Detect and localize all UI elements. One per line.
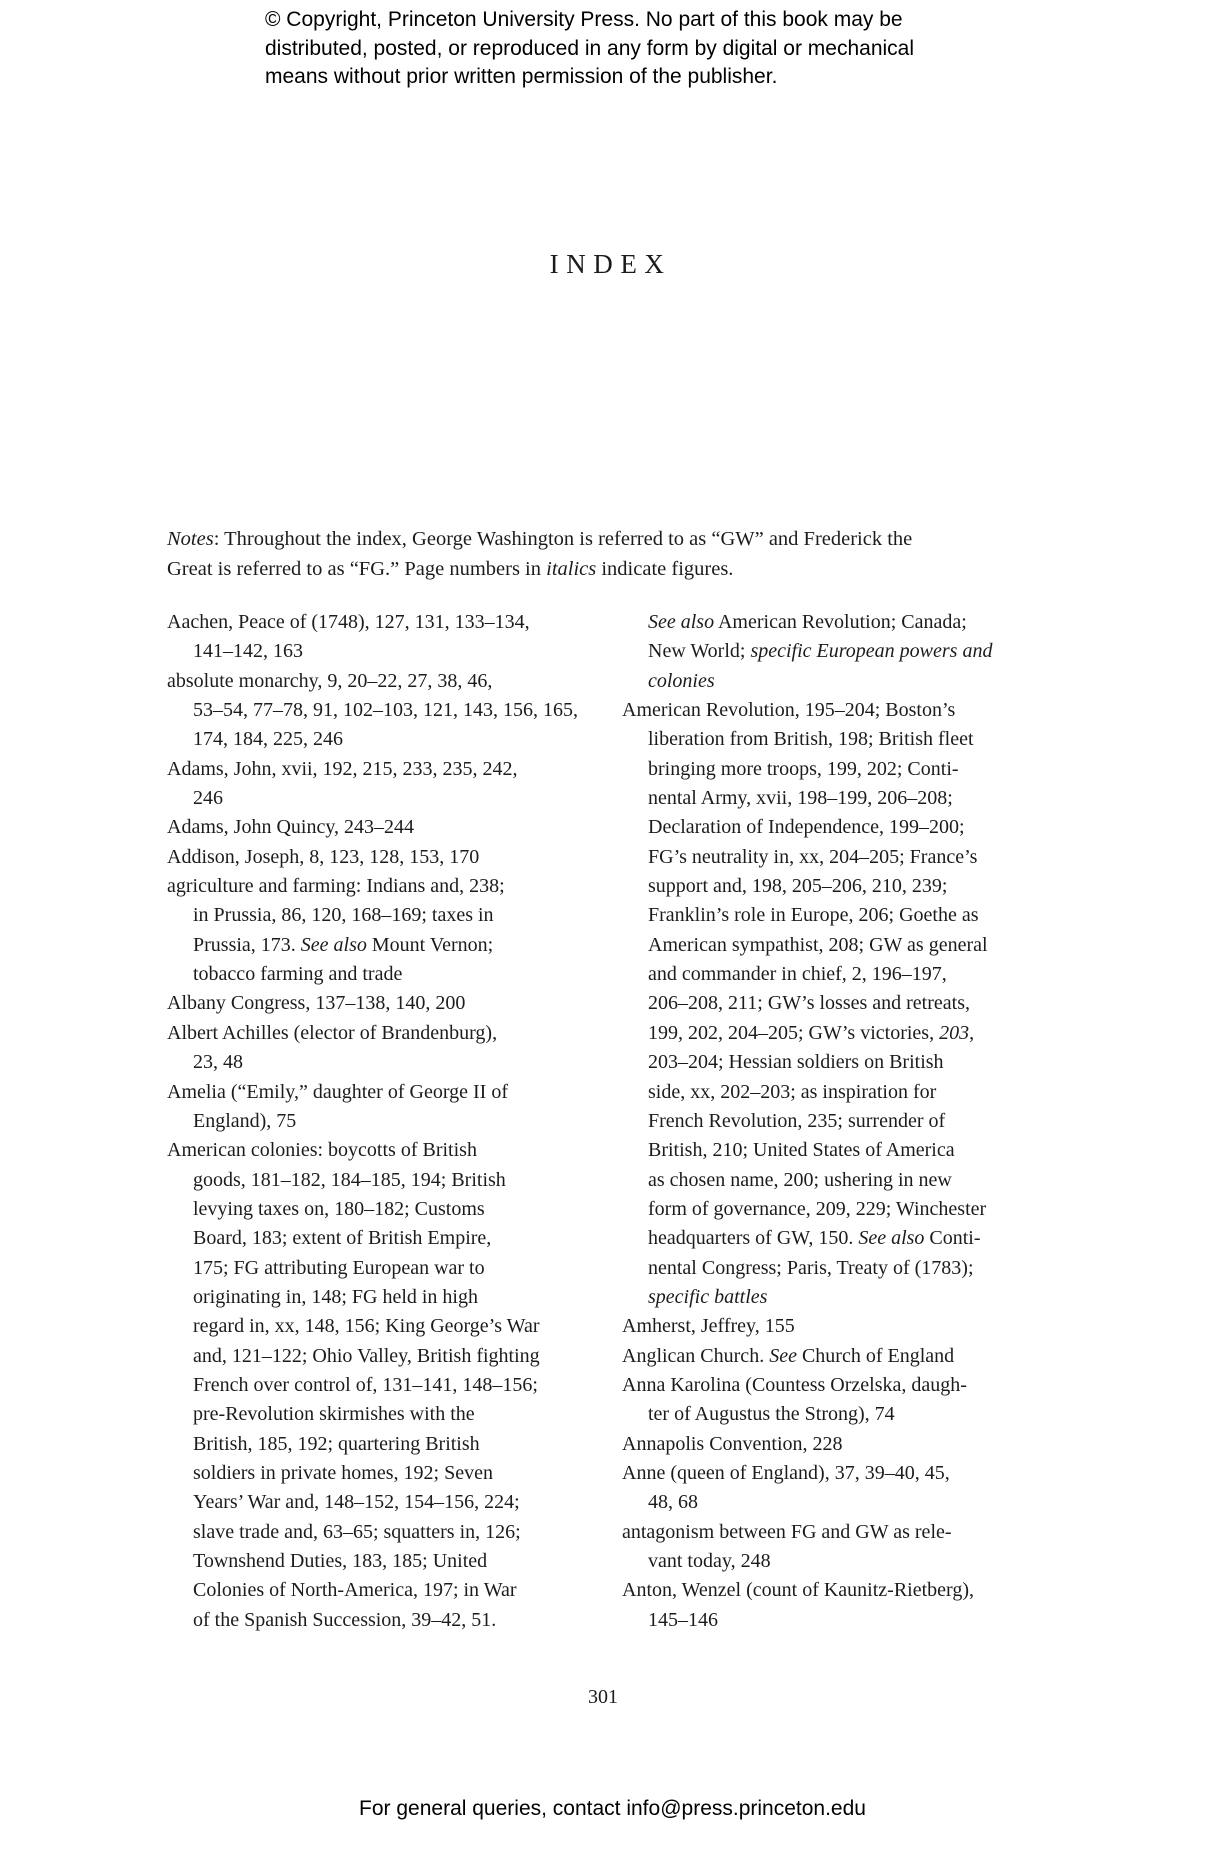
text-segment: Anton, Wenzel (count of Kaunitz-Rietberg), [622,1579,974,1602]
text-segment: 246 [193,787,223,810]
index-columns [167,608,1067,1648]
text-line [648,1136,1062,1165]
text-line [648,960,1062,989]
italic-text-segment: specific European powers and [750,640,993,663]
notes-paragraph [167,524,1067,584]
text-line [167,989,597,1018]
copyright-line: distributed, posted, or reproduced in any form by digital or mechanical [265,36,915,60]
text-line [193,1518,597,1547]
text-segment: soldiers in private homes, 192; Seven [193,1461,493,1484]
text-segment: French Revolution, 235; surrender of [648,1109,946,1132]
italic-text-segment: Notes [167,528,214,550]
text-segment: Addison, Joseph, 8, 123, 128, 153, 170 [167,845,480,868]
text-line [648,784,1062,813]
text-line [648,1283,1062,1312]
text-segment: 203–204; Hessian soldiers on British [648,1051,944,1074]
text-line [193,1576,597,1605]
text-line [193,1312,597,1341]
text-segment: Annapolis Convention, 228 [622,1432,843,1455]
text-line [622,696,1062,725]
text-line [193,1283,597,1312]
text-segment: support and, 198, 205–206, 210, 239; [648,875,948,898]
text-line [648,637,1062,666]
text-line [648,725,1062,754]
text-segment: liberation from British, 198; British fleet [648,728,974,751]
text-segment: levying taxes on, 180–182; Customs [193,1197,485,1220]
text-segment: British, 185, 192; quartering British [193,1432,480,1455]
text-segment: form of governance, 209, 229; Winchester [648,1197,987,1220]
text-segment: pre-Revolution skirmishes with the [193,1403,475,1426]
text-segment: : Throughout the index, George Washington is referred to as “GW” and Frederick the [213,528,913,550]
text-segment: Anne (queen of England), 37, 39–40, 45, [622,1461,950,1484]
text-line [648,1488,1062,1517]
text-line [193,1400,597,1429]
text-line [648,1078,1062,1107]
text-segment: antagonism between FG and GW as rele- [622,1520,952,1543]
text-segment: Conti- [924,1227,981,1250]
text-line [193,1342,597,1371]
text-segment: 141–142, 163 [193,640,303,663]
text-segment: FG’s neutrality in, xx, 204–205; France’s [648,845,978,868]
text-line [622,1342,1062,1371]
text-segment: 53–54, 77–78, 91, 102–103, 121, 143, 156, 165, [193,699,578,722]
text-line [193,1606,597,1635]
text-line [193,901,597,930]
text-segment: New World; [648,640,751,663]
text-line [167,1078,597,1107]
text-line [193,1224,597,1253]
text-segment: bringing more troops, 199, 202; Conti- [648,757,959,780]
text-line [193,1488,597,1517]
text-segment: Prussia, 173. [193,933,301,956]
text-line [648,872,1062,901]
text-segment: tobacco farming and trade [193,963,403,986]
text-line [193,960,597,989]
text-line [167,1019,597,1048]
text-line [648,1254,1062,1283]
text-segment: 206–208, 211; GW’s losses and retreats, [648,992,970,1015]
text-line [167,667,597,696]
page-title: INDEX [549,249,672,279]
text-line [622,1518,1062,1547]
text-line [648,1107,1062,1136]
text-segment: regard in, xx, 148, 156; King George’s War [193,1315,540,1338]
text-segment: Years’ War and, 148–152, 154–156, 224; [193,1491,520,1514]
text-segment: in Prussia, 86, 120, 168–169; taxes in [193,904,494,927]
text-segment: Franklin’s role in Europe, 206; Goethe as [648,904,979,927]
text-line [193,1107,597,1136]
text-segment: , [969,1021,975,1044]
text-line [193,1048,597,1077]
text-line [622,1430,1062,1459]
italic-text-segment: 203 [939,1021,970,1044]
text-segment: England), 75 [193,1109,297,1132]
text-line [648,931,1062,960]
text-line [167,608,597,637]
text-segment: Albany Congress, 137–138, 140, 200 [167,992,466,1015]
text-line [193,931,597,960]
text-segment: Board, 183; extent of British Empire, [193,1227,492,1250]
text-line [193,1430,597,1459]
text-line [193,1166,597,1195]
text-segment: as chosen name, 200; ushering in new [648,1168,952,1191]
text-segment: Adams, John Quincy, 243–244 [167,816,415,839]
text-line [193,784,597,813]
text-segment: originating in, 148; FG held in high [193,1285,478,1308]
text-segment: nental Army, xvii, 198–199, 206–208; [648,787,953,810]
text-line [193,725,597,754]
text-line [648,667,1062,696]
text-line [648,843,1062,872]
text-segment: French over control of, 131–141, 148–156; [193,1373,538,1396]
italic-text-segment: colonies [648,669,715,692]
text-segment: Adams, John, xvii, 192, 215, 233, 235, 242, [167,757,518,780]
text-line [167,1136,597,1165]
text-segment: Church of England [796,1344,955,1367]
text-line [648,755,1062,784]
text-segment: British, 210; United States of America [648,1139,955,1162]
text-segment: Declaration of Independence, 199–200; [648,816,965,839]
text-segment: nental Congress; Paris, Treaty of (1783); [648,1256,974,1279]
text-line [193,637,597,666]
text-segment: absolute monarchy, 9, 20–22, 27, 38, 46, [167,669,493,692]
text-segment: ter of Augustus the Strong), 74 [648,1403,895,1426]
text-line [648,608,1062,637]
text-segment: Anna Karolina (Countess Orzelska, daugh- [622,1373,967,1396]
text-segment: 23, 48 [193,1051,243,1074]
text-line [167,872,597,901]
text-segment: Aachen, Peace of (1748), 127, 131, 133–134, [167,611,530,633]
copyright-line: means without prior written permission of the publisher. [265,65,778,88]
text-line [648,1606,1062,1635]
text-line [648,1224,1062,1253]
text-line [622,1459,1062,1488]
text-segment: agriculture and farming: Indians and, 238; [167,875,505,898]
text-segment: goods, 181–182, 184–185, 194; British [193,1168,506,1191]
text-segment: Mount Vernon; [366,933,494,956]
text-segment: American sympathist, 208; GW as general [648,933,988,956]
text-line [648,1195,1062,1224]
text-line [622,1371,1062,1400]
text-segment: and, 121–122; Ohio Valley, British fighting [193,1344,540,1367]
text-line [167,755,597,784]
text-segment: Albert Achilles (elector of Brandenburg), [167,1021,498,1044]
text-segment: 199, 202, 204–205; GW’s victories, [648,1021,940,1044]
text-segment: of the Spanish Succession, 39–42, 51. [193,1608,497,1631]
text-line [622,1312,1062,1341]
text-segment: American colonies: boycotts of British [167,1139,477,1162]
italic-text-segment: See also [858,1227,925,1250]
text-line [622,1576,1062,1605]
text-segment: headquarters of GW, 150. [648,1227,859,1250]
text-segment: indicate figures. [596,558,734,580]
text-line [648,1019,1062,1048]
text-line [193,1371,597,1400]
text-segment: slave trade and, 63–65; squatters in, 126; [193,1520,521,1543]
text-line [167,843,597,872]
text-segment: vant today, 248 [648,1550,771,1572]
text-segment: 48, 68 [648,1491,698,1514]
text-segment: 174, 184, 225, 246 [193,728,343,751]
text-segment: Amelia (“Emily,” daughter of George II of [167,1080,508,1103]
text-segment: Townshend Duties, 183, 185; United [193,1550,488,1572]
text-segment: and commander in chief, 2, 196–197, [648,963,947,986]
text-line [167,524,1067,554]
text-segment: Colonies of North-America, 197; in War [193,1579,517,1602]
text-line [648,1048,1062,1077]
text-line [648,1166,1062,1195]
text-line [193,696,597,725]
text-line [167,554,1067,584]
text-line [648,813,1062,842]
text-segment: 175; FG attributing European war to [193,1256,485,1279]
copyright-notice [265,6,914,92]
text-line [193,1459,597,1488]
text-line [193,1254,597,1283]
italic-text-segment: italics [546,558,597,580]
text-segment: Amherst, Jeffrey, 155 [622,1315,795,1338]
text-segment: Great is referred to as “FG.” Page numbers in [167,558,547,580]
index-left-column [167,608,597,1635]
text-segment: side, xx, 202–203; as inspiration for [648,1080,937,1103]
footer-contact: For general queries, contact info@press.princeton.edu [359,1797,866,1820]
copyright-line: © Copyright, Princeton University Press. No part of this book may be [265,8,903,31]
text-segment: Anglican Church. [622,1344,770,1367]
text-line [648,989,1062,1018]
italic-text-segment: See also [648,611,715,633]
text-line [648,1400,1062,1429]
italic-text-segment: See [769,1344,797,1367]
text-segment: American Revolution; Canada; [714,611,967,633]
page-number: 301 [588,1686,618,1708]
text-line [648,1547,1062,1576]
text-line [193,1195,597,1224]
text-line [648,901,1062,930]
text-segment: 145–146 [648,1608,718,1631]
italic-text-segment: See also [300,933,367,956]
index-right-column [622,608,1062,1635]
text-line [193,1547,597,1576]
text-segment: American Revolution, 195–204; Boston’s [622,699,956,722]
text-line [167,813,597,842]
italic-text-segment: specific battles [648,1285,768,1308]
